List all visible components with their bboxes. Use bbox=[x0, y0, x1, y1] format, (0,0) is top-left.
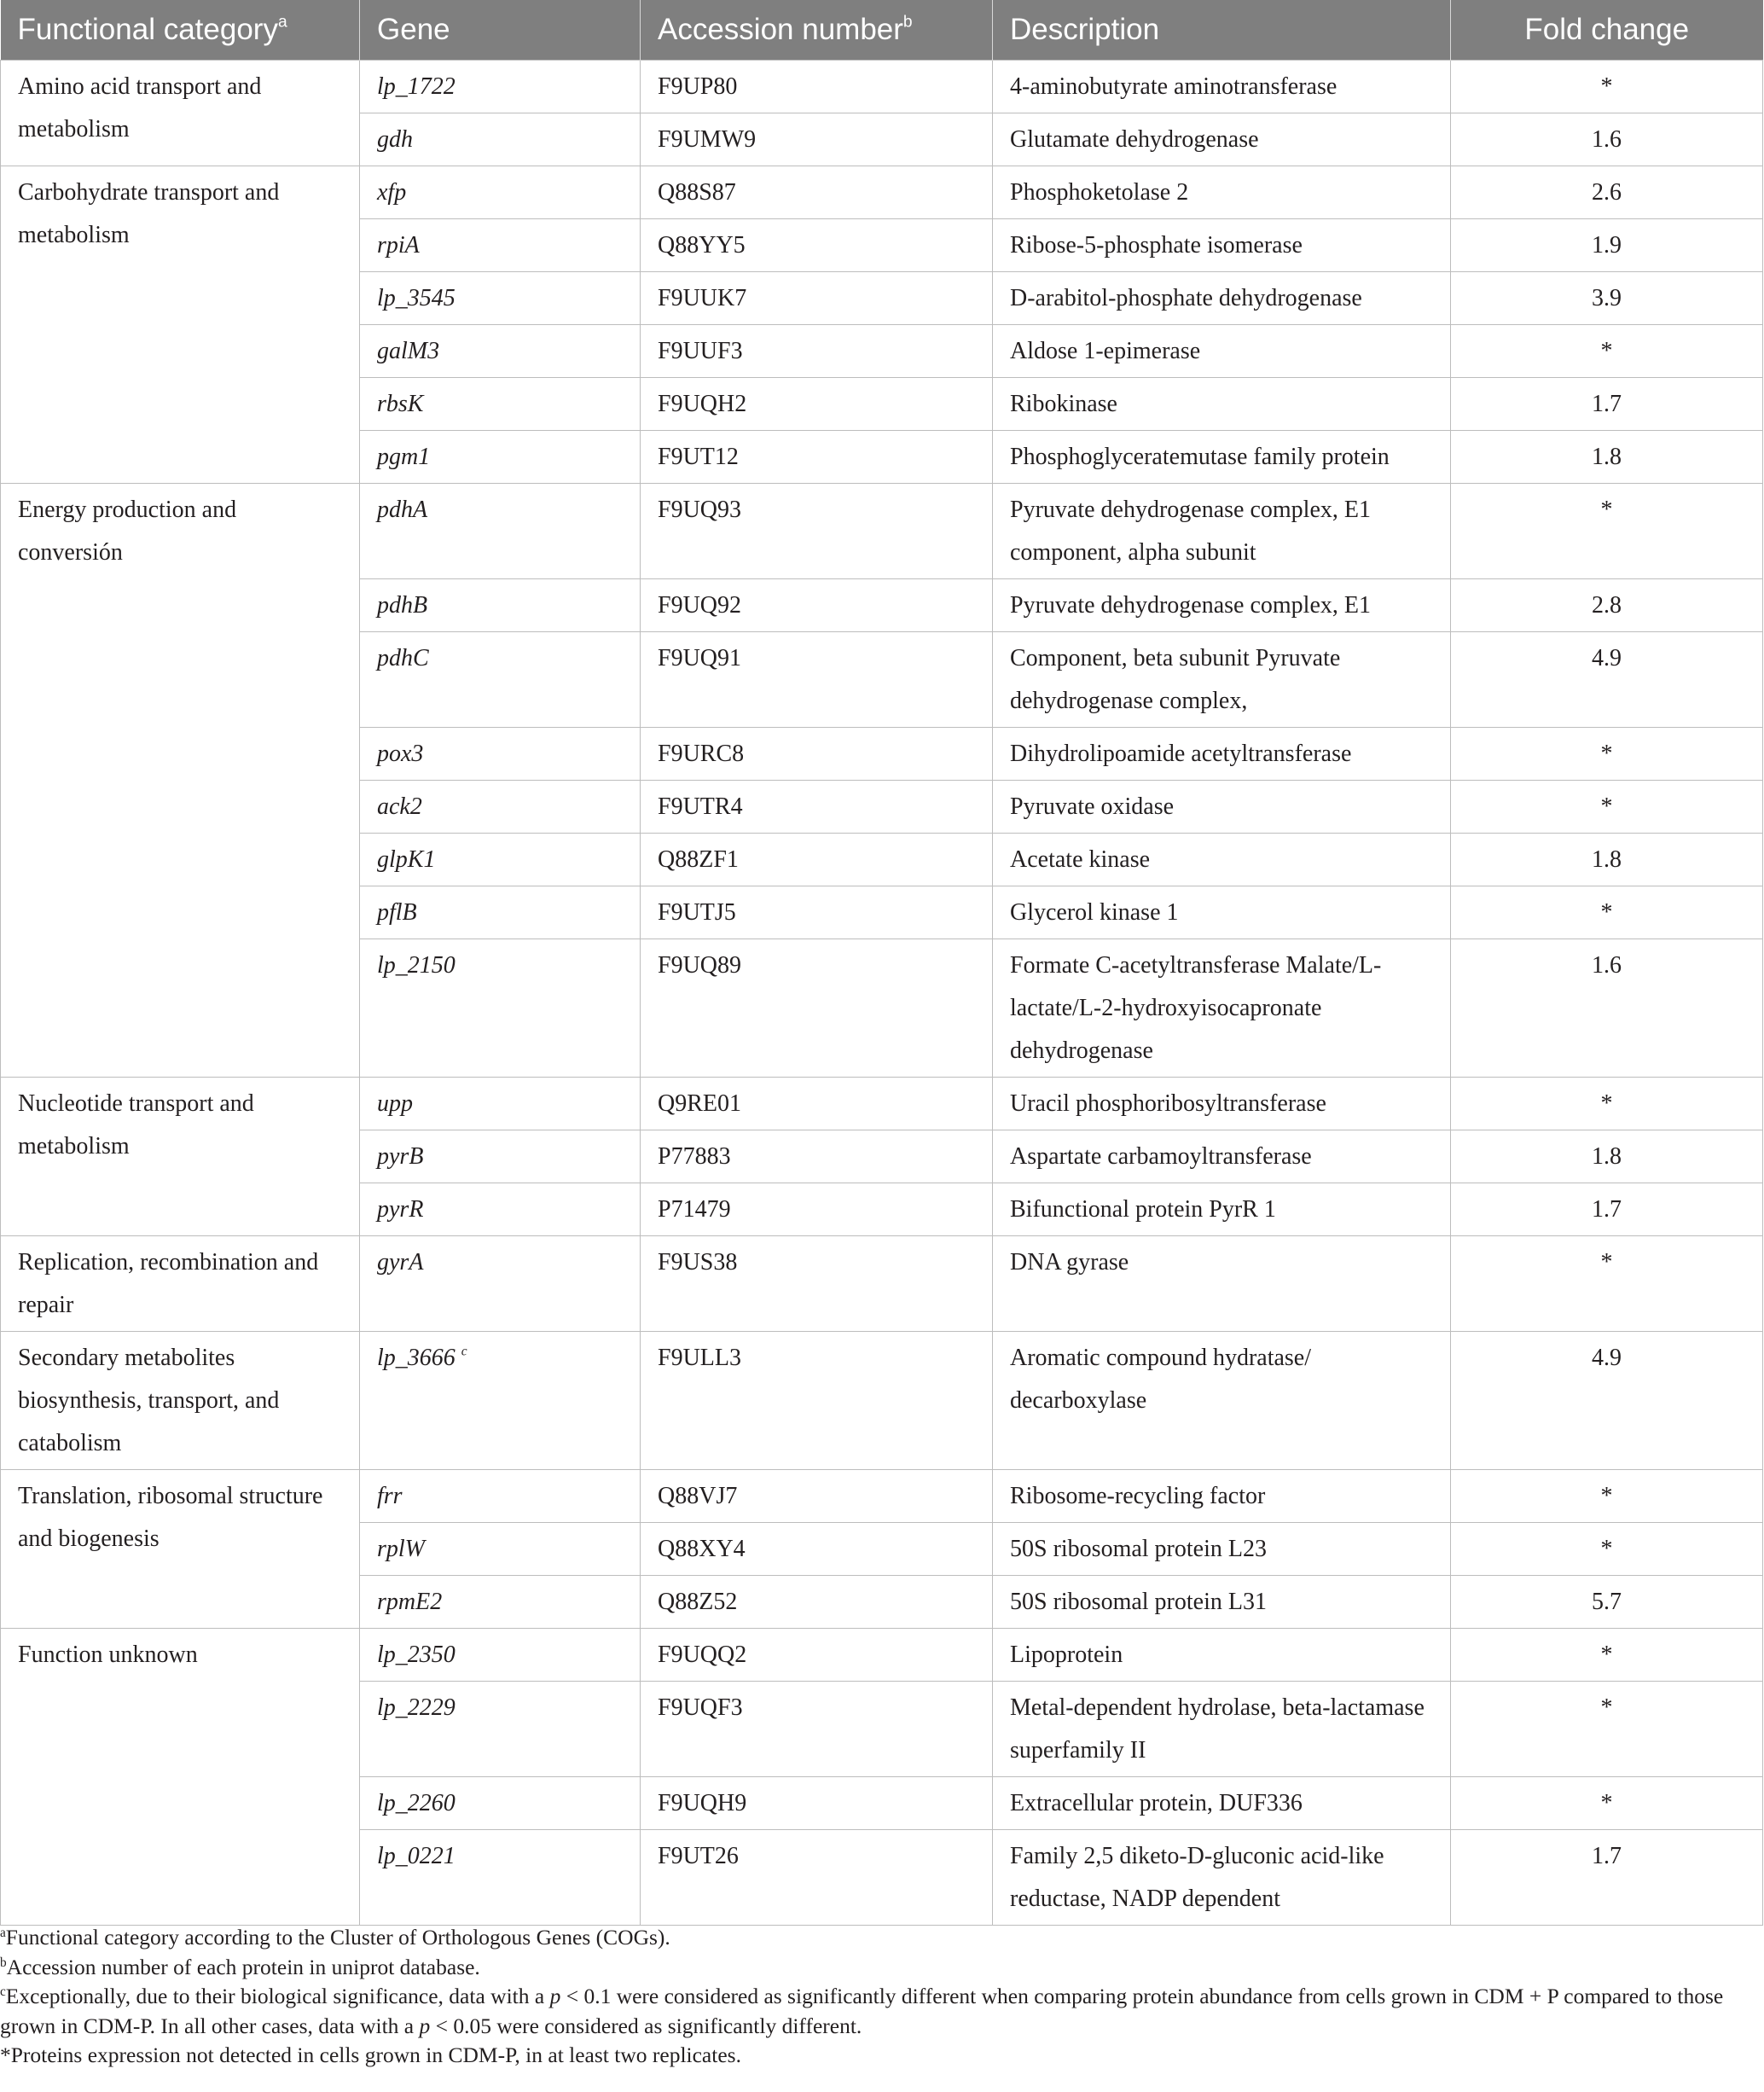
accession-cell: F9UQF3 bbox=[641, 1682, 993, 1777]
accession-cell: F9UT12 bbox=[641, 431, 993, 484]
gene-cell bbox=[360, 781, 641, 834]
table-row bbox=[1, 166, 1763, 219]
accession-cell: F9UUF3 bbox=[641, 325, 993, 378]
gene-cell bbox=[360, 1236, 641, 1332]
gene-cell bbox=[360, 728, 641, 781]
gene-cell bbox=[360, 1332, 641, 1470]
table-body bbox=[1, 61, 1763, 1926]
description-cell: Aromatic compound hydratase/ decarboxylase bbox=[993, 1332, 1451, 1470]
accession-cell: F9UTJ5 bbox=[641, 886, 993, 939]
gene-cell bbox=[360, 431, 641, 484]
fold-change-cell: 4.9 bbox=[1451, 632, 1763, 728]
gene-name: ack2 bbox=[377, 793, 422, 820]
accession-cell: F9UT26 bbox=[641, 1830, 993, 1926]
gene-cell bbox=[360, 1830, 641, 1926]
accession-cell: Q9RE01 bbox=[641, 1078, 993, 1130]
table-row bbox=[1, 484, 1763, 579]
functional-category-cell: Replication, recombination and repair bbox=[1, 1236, 360, 1332]
gene-cell bbox=[360, 219, 641, 272]
accession-cell: F9UP80 bbox=[641, 61, 993, 113]
accession-cell: F9UQ89 bbox=[641, 939, 993, 1078]
gene-cell bbox=[360, 272, 641, 325]
functional-category-cell: Translation, ribosomal structure and biogenesis bbox=[1, 1470, 360, 1629]
accession-cell: F9UTR4 bbox=[641, 781, 993, 834]
accession-cell: F9ULL3 bbox=[641, 1332, 993, 1470]
description-cell: Metal-dependent hydrolase, beta-lactamase superfamily II bbox=[993, 1682, 1451, 1777]
accession-cell: F9UQQ2 bbox=[641, 1629, 993, 1682]
accession-cell: F9UUK7 bbox=[641, 272, 993, 325]
description-cell: D-arabitol-phosphate dehydrogenase bbox=[993, 272, 1451, 325]
gene-name: rplW bbox=[377, 1536, 425, 1562]
description-cell: Glycerol kinase 1 bbox=[993, 886, 1451, 939]
description-cell: Pyruvate dehydrogenase complex, E1 bbox=[993, 579, 1451, 632]
accession-cell: Q88S87 bbox=[641, 166, 993, 219]
gene-cell bbox=[360, 1777, 641, 1830]
gene-name: pgm1 bbox=[377, 444, 431, 470]
accession-cell: Q88VJ7 bbox=[641, 1470, 993, 1523]
functional-category-cell: Energy production and conversión bbox=[1, 484, 360, 1078]
fold-change-cell: * bbox=[1451, 781, 1763, 834]
gene-cell bbox=[360, 1130, 641, 1183]
fold-change-cell: * bbox=[1451, 1523, 1763, 1576]
accession-cell: Q88Z52 bbox=[641, 1576, 993, 1629]
fold-change-cell: * bbox=[1451, 61, 1763, 113]
fold-change-cell: 2.8 bbox=[1451, 579, 1763, 632]
header-description: Description bbox=[993, 0, 1451, 61]
gene-name: frr bbox=[377, 1483, 403, 1509]
gene-name: gyrA bbox=[377, 1249, 424, 1276]
description-cell: Aldose 1-epimerase bbox=[993, 325, 1451, 378]
fold-change-cell: 1.7 bbox=[1451, 1830, 1763, 1926]
description-cell: Ribose-5-phosphate isomerase bbox=[993, 219, 1451, 272]
gene-cell bbox=[360, 325, 641, 378]
description-cell: Dihydrolipoamide acetyltransferase bbox=[993, 728, 1451, 781]
description-cell: Uracil phosphoribosyltransferase bbox=[993, 1078, 1451, 1130]
footnote-mark-a: a bbox=[277, 13, 287, 32]
gene-cell bbox=[360, 834, 641, 886]
description-cell: Pyruvate dehydrogenase complex, E1 component, alpha subunit bbox=[993, 484, 1451, 579]
functional-category-cell: Nucleotide transport and metabolism bbox=[1, 1078, 360, 1236]
description-cell: Extracellular protein, DUF336 bbox=[993, 1777, 1451, 1830]
gene-name: lp_2229 bbox=[377, 1694, 456, 1721]
gene-name: lp_3545 bbox=[377, 285, 456, 311]
table-row bbox=[1, 1236, 1763, 1332]
gene-name: pdhB bbox=[377, 592, 428, 619]
fold-change-cell: * bbox=[1451, 1236, 1763, 1332]
fold-change-cell: 1.7 bbox=[1451, 1183, 1763, 1236]
gene-cell bbox=[360, 579, 641, 632]
header-fold-change: Fold change bbox=[1451, 0, 1763, 61]
gene-name: rpiA bbox=[377, 232, 420, 259]
accession-cell: Q88XY4 bbox=[641, 1523, 993, 1576]
footnote-mark: a bbox=[0, 1925, 6, 1940]
footnote bbox=[0, 1923, 1762, 1953]
gene-name: pox3 bbox=[377, 741, 424, 767]
fold-change-cell: 2.6 bbox=[1451, 166, 1763, 219]
description-cell: Ribosome-recycling factor bbox=[993, 1470, 1451, 1523]
gene-name: lp_2260 bbox=[377, 1790, 456, 1816]
fold-change-cell: 1.6 bbox=[1451, 113, 1763, 166]
gene-name: lp_2350 bbox=[377, 1642, 456, 1668]
fold-change-cell: 1.8 bbox=[1451, 834, 1763, 886]
gene-name: pdhC bbox=[377, 645, 429, 671]
accession-cell: F9UQ91 bbox=[641, 632, 993, 728]
gene-cell bbox=[360, 1629, 641, 1682]
accession-cell: P77883 bbox=[641, 1130, 993, 1183]
gene-name: lp_0221 bbox=[377, 1843, 456, 1869]
gene-name: upp bbox=[377, 1090, 413, 1117]
accession-cell: F9UQH2 bbox=[641, 378, 993, 431]
fold-change-cell: 1.8 bbox=[1451, 1130, 1763, 1183]
header-gene: Gene bbox=[360, 0, 641, 61]
description-cell: Phosphoketolase 2 bbox=[993, 166, 1451, 219]
fold-change-cell: * bbox=[1451, 1470, 1763, 1523]
gene-name: lp_1722 bbox=[377, 73, 456, 100]
table-footnotes bbox=[0, 1923, 1762, 2071]
gene-cell bbox=[360, 886, 641, 939]
footnote-mark: c bbox=[0, 1984, 6, 1999]
table-row bbox=[1, 1629, 1763, 1682]
gene-name: rpmE2 bbox=[377, 1589, 443, 1615]
table-row bbox=[1, 1332, 1763, 1470]
footnote bbox=[0, 2041, 1762, 2071]
footnote bbox=[0, 1953, 1762, 1983]
footnote-mark-c: c bbox=[461, 1344, 467, 1359]
gene-name: glpK1 bbox=[377, 846, 436, 873]
description-cell: Acetate kinase bbox=[993, 834, 1451, 886]
functional-category-cell: Carbohydrate transport and metabolism bbox=[1, 166, 360, 484]
description-cell: Pyruvate oxidase bbox=[993, 781, 1451, 834]
fold-change-cell: 4.9 bbox=[1451, 1332, 1763, 1470]
header-accession-number: Accession number$^b$ bbox=[641, 0, 993, 61]
functional-category-cell: Function unknown bbox=[1, 1629, 360, 1926]
description-cell: Lipoprotein bbox=[993, 1629, 1451, 1682]
description-cell: Glutamate dehydrogenase bbox=[993, 113, 1451, 166]
gene-name: rbsK bbox=[377, 391, 424, 417]
gene-cell bbox=[360, 61, 641, 113]
accession-cell: F9UMW9 bbox=[641, 113, 993, 166]
functional-category-cell: Secondary metabolites biosynthesis, transport, and catabolism bbox=[1, 1332, 360, 1470]
gene-cell bbox=[360, 1523, 641, 1576]
footnote-text: *Proteins expression not detected in cells grown in CDM-P, in at least two replicates. bbox=[0, 2043, 741, 2067]
description-cell: DNA gyrase bbox=[993, 1236, 1451, 1332]
gene-cell bbox=[360, 113, 641, 166]
gene-name: lp_3666 bbox=[377, 1345, 456, 1371]
description-cell: Component, beta subunit Pyruvate dehydrogenase complex, bbox=[993, 632, 1451, 728]
gene-cell bbox=[360, 632, 641, 728]
fold-change-cell: * bbox=[1451, 484, 1763, 579]
footnote bbox=[0, 1982, 1762, 2041]
description-cell: Ribokinase bbox=[993, 378, 1451, 431]
fold-change-cell: * bbox=[1451, 1777, 1763, 1830]
footnote-text: Accession number of each protein in uniprot database. bbox=[6, 1954, 480, 1979]
table-row bbox=[1, 1078, 1763, 1130]
description-cell: 4-aminobutyrate aminotransferase bbox=[993, 61, 1451, 113]
header-functional-category: Functional category$^a$ bbox=[1, 0, 360, 61]
description-cell: 50S ribosomal protein L23 bbox=[993, 1523, 1451, 1576]
gene-cell bbox=[360, 166, 641, 219]
accession-cell: Q88ZF1 bbox=[641, 834, 993, 886]
table-header bbox=[1, 0, 1763, 61]
fold-change-cell: 1.6 bbox=[1451, 939, 1763, 1078]
gene-name: gdh bbox=[377, 126, 413, 153]
gene-cell bbox=[360, 1078, 641, 1130]
fold-change-cell: * bbox=[1451, 325, 1763, 378]
fold-change-cell: 5.7 bbox=[1451, 1576, 1763, 1629]
fold-change-cell: * bbox=[1451, 1629, 1763, 1682]
description-cell: Phosphoglyceratemutase family protein bbox=[993, 431, 1451, 484]
gene-cell bbox=[360, 378, 641, 431]
description-cell: Bifunctional protein PyrR 1 bbox=[993, 1183, 1451, 1236]
accession-cell: P71479 bbox=[641, 1183, 993, 1236]
table-row bbox=[1, 61, 1763, 113]
description-cell: 50S ribosomal protein L31 bbox=[993, 1576, 1451, 1629]
gene-cell bbox=[360, 1682, 641, 1777]
fold-change-cell: * bbox=[1451, 1078, 1763, 1130]
accession-cell: F9US38 bbox=[641, 1236, 993, 1332]
fold-change-cell: 1.7 bbox=[1451, 378, 1763, 431]
accession-cell: F9UQ92 bbox=[641, 579, 993, 632]
description-cell: Aspartate carbamoyltransferase bbox=[993, 1130, 1451, 1183]
accession-cell: F9UQ93 bbox=[641, 484, 993, 579]
description-cell: Family 2,5 diketo-D-gluconic acid-like reductase, NADP dependent bbox=[993, 1830, 1451, 1926]
fold-change-cell: 3.9 bbox=[1451, 272, 1763, 325]
accession-cell: F9UQH9 bbox=[641, 1777, 993, 1830]
footnote-text: Functional category according to the Cluster of Orthologous Genes (COGs). bbox=[5, 1925, 670, 1950]
gene-cell bbox=[360, 1183, 641, 1236]
gene-name: pyrB bbox=[377, 1143, 424, 1170]
header-row bbox=[1, 0, 1763, 61]
gene-cell bbox=[360, 939, 641, 1078]
footnote-mark: b bbox=[0, 1955, 7, 1970]
gene-name: xfp bbox=[377, 179, 407, 206]
accession-cell: Q88YY5 bbox=[641, 219, 993, 272]
gene-cell bbox=[360, 484, 641, 579]
gene-name: pflB bbox=[377, 899, 417, 926]
table-row bbox=[1, 1470, 1763, 1523]
footnote-text: Exceptionally, due to their biological significance, data with a p < 0.1 were considered as significantly different when comparing protein abundance from cells grown in CDM + P compared to those grown in CDM-P. In all other cases, data with a p < 0.05 were considered as significantly different. bbox=[0, 1984, 1724, 2038]
fold-change-cell: 1.8 bbox=[1451, 431, 1763, 484]
gene-cell bbox=[360, 1576, 641, 1629]
gene-name: galM3 bbox=[377, 338, 440, 364]
gene-cell bbox=[360, 1470, 641, 1523]
description-cell: Formate C-acetyltransferase Malate/L-lactate/L-2-hydroxyisocapronate dehydrogenase bbox=[993, 939, 1451, 1078]
fold-change-cell: * bbox=[1451, 886, 1763, 939]
functional-category-cell: Amino acid transport and metabolism bbox=[1, 61, 360, 166]
footnote-mark-b: b bbox=[902, 13, 913, 32]
gene-name: lp_2150 bbox=[377, 952, 456, 979]
fold-change-cell: 1.9 bbox=[1451, 219, 1763, 272]
accession-cell: F9URC8 bbox=[641, 728, 993, 781]
fold-change-cell: * bbox=[1451, 728, 1763, 781]
gene-name: pdhA bbox=[377, 497, 428, 523]
fold-change-cell: * bbox=[1451, 1682, 1763, 1777]
gene-name: pyrR bbox=[377, 1196, 424, 1223]
